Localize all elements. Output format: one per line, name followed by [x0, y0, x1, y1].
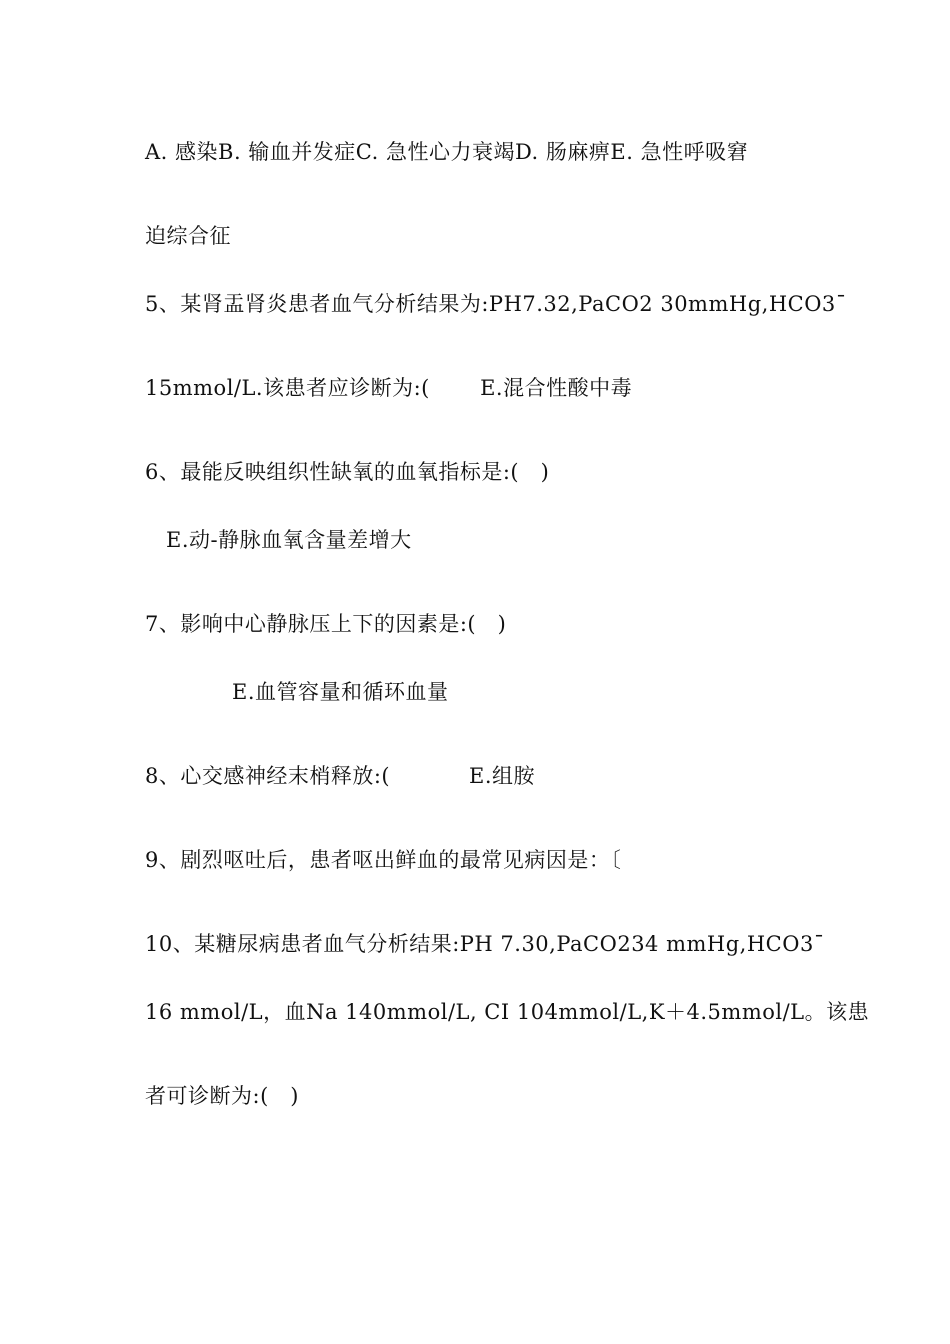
question-9: 9、剧烈呕吐后，患者呕出鲜血的最常见病因是：〔	[145, 848, 622, 872]
answer-6: E.动-静脉血氧含量差增大	[166, 528, 412, 552]
question-8: 8、心交感神经末梢释放:( E.组胺	[145, 764, 536, 788]
option-line-q4-cont: 迫综合征	[145, 224, 231, 248]
question-5: 5、某肾盂肾炎患者血气分析结果为:PH7.32,PaCO2 30mmHg,HCO3¯	[145, 292, 847, 316]
question-10-cont: 16 mmol/L，血Na 140mmol/L, CI 104mmol/L,K＋4.5mmol/L。该患	[145, 1000, 870, 1024]
option-line-q4: A. 感染B. 输血并发症C. 急性心力衰竭D. 肠麻痹E. 急性呼吸窘	[145, 140, 749, 164]
question-6: 6、最能反映组织性缺氧的血氧指标是:( )	[145, 460, 550, 484]
question-10: 10、某糖尿病患者血气分析结果:PH 7.30,PaCO234 mmHg,HCO3¯	[145, 932, 825, 956]
question-10-end: 者可诊断为:( )	[145, 1084, 299, 1108]
question-5-cont: 15mmol/L.该患者应诊断为:( E.混合性酸中毒	[145, 376, 633, 400]
question-7: 7、影响中心静脉压上下的因素是:( )	[145, 612, 507, 636]
answer-7: E.血管容量和循环血量	[232, 680, 449, 704]
